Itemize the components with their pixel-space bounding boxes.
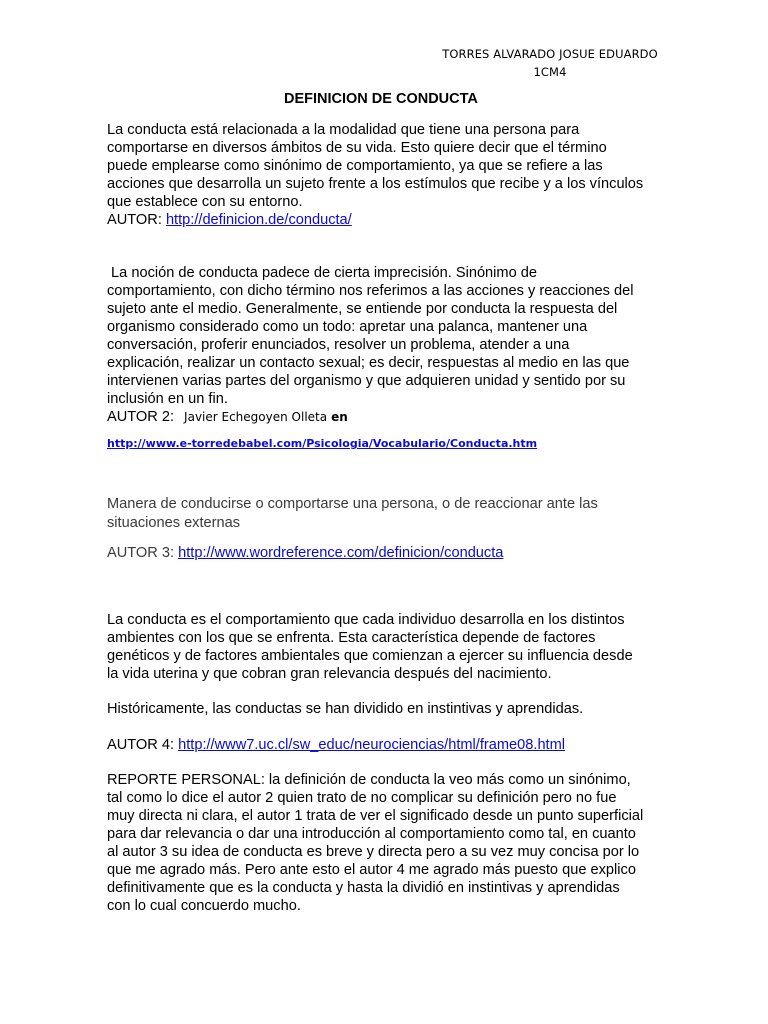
- paragraph-line: genéticos y de factores ambientales que comienzan a ejercer su influencia desde: [107, 648, 633, 664]
- report-line: muy directa ni clara, el autor 1 trata de ver el significado desde un punto superficial: [107, 808, 644, 824]
- author-2-line: [107, 408, 667, 426]
- personal-report: [107, 771, 667, 915]
- paragraph-line: intervienen varias partes del organismo y que adquieren unidad y sentido por su: [107, 373, 626, 389]
- author-4-label: AUTOR 4:: [107, 737, 175, 753]
- author-3-label: AUTOR 3:: [107, 545, 175, 561]
- paragraph-line: la vida uterina y que cobran gran relevancia después del nacimiento.: [107, 666, 552, 682]
- report-line: al autor 3 su idea de conducta es breve y directa pero a su vez muy concisa por lo: [107, 844, 640, 860]
- definition-paragraph-4: [107, 611, 667, 683]
- author-header: [420, 45, 680, 81]
- author-3-line: [107, 544, 667, 562]
- author-3-link[interactable]: http://www.wordreference.com/definicion/conducta: [178, 545, 504, 561]
- author-2-link[interactable]: http://www.e-torredebabel.com/Psicologia/Vocabulario/Conducta.htm: [107, 437, 538, 450]
- author-4-link[interactable]: http://www7.uc.cl/sw_educ/neurociencias/html/frame08.html: [178, 737, 566, 753]
- author-2-label: AUTOR 2:: [107, 409, 175, 425]
- report-line: definitivamente que es la conducta y hasta la dividió en instintivas y aprendidas: [107, 880, 620, 896]
- definition-paragraph-1: [107, 121, 667, 229]
- paragraph-line: que establece con su entorno.: [107, 194, 303, 210]
- author-2-name: Javier Echegoyen Olleta: [184, 410, 328, 424]
- paragraph-line: comportarse en diversos ámbitos de su vida. Esto quiere decir que el término: [107, 140, 607, 156]
- author-1-label: AUTOR:: [107, 212, 162, 228]
- paragraph-line: La conducta está relacionada a la modalidad que tiene una persona para: [107, 122, 580, 138]
- paragraph-line: Manera de conducirse o comportarse una persona, o de reaccionar ante las: [107, 496, 598, 512]
- paragraph-line: sujeto ante el medio. Generalmente, se entiende por conducta la respuesta del: [107, 301, 618, 317]
- paragraph-line: comportamiento, con dicho término nos referimos a las acciones y reacciones del: [107, 283, 634, 299]
- student-group: 1CM4: [533, 65, 567, 79]
- student-name: TORRES ALVARADO JOSUE EDUARDO: [442, 47, 658, 61]
- historic-line: Históricamente, las conductas se han dividido en instintivas y aprendidas.: [107, 701, 584, 717]
- report-line: REPORTE PERSONAL: la definición de conducta la veo más como un sinónimo,: [107, 772, 631, 788]
- report-line: que me agrado más. Pero ante esto el autor 4 me agrado más puesto que explico: [107, 862, 636, 878]
- document-title: DEFINICION DE CONDUCTA: [284, 91, 478, 107]
- paragraph-line: conversación, proferir enunciados, resolver un problema, atender a una: [107, 337, 570, 353]
- definition-paragraph-2: [107, 264, 667, 426]
- author-2-en: en: [331, 410, 348, 424]
- report-line: tal como lo dice el autor 2 quien trato de no complicar su definición pero no fue: [107, 790, 617, 806]
- paragraph-line: acciones que desarrolla un sujeto frente a los estímulos que recibe y a los vínculos: [107, 176, 644, 192]
- paragraph-line: La conducta es el comportamiento que cada individuo desarrolla en los distintos: [107, 612, 625, 628]
- paragraph-line: puede emplearse como sinónimo de comportamiento, ya que se refiere a las: [107, 158, 603, 174]
- author-1-line: [107, 211, 667, 229]
- paragraph-line: organismo considerado como un todo: apretar una palanca, mantener una: [107, 319, 588, 335]
- report-line: para dar relevancia o dar una introducción al comportamiento como tal, en cuanto: [107, 826, 636, 842]
- historic-paragraph: [107, 700, 667, 718]
- author-4-line: [107, 736, 667, 754]
- paragraph-line: situaciones externas: [107, 515, 241, 531]
- paragraph-line: La noción de conducta padece de cierta imprecisión. Sinónimo de: [107, 265, 537, 281]
- paragraph-line: inclusión en un fin.: [107, 391, 228, 407]
- author-1-link[interactable]: http://definicion.de/conducta/: [165, 212, 352, 228]
- paragraph-line: explicación, realizar un contacto sexual; es decir, respuestas al medio en las que: [107, 355, 630, 371]
- definition-paragraph-3: [107, 495, 667, 533]
- report-line: con lo cual concuerdo mucho.: [107, 898, 301, 914]
- paragraph-line: ambientes con los que se enfrenta. Esta característica depende de factores: [107, 630, 596, 646]
